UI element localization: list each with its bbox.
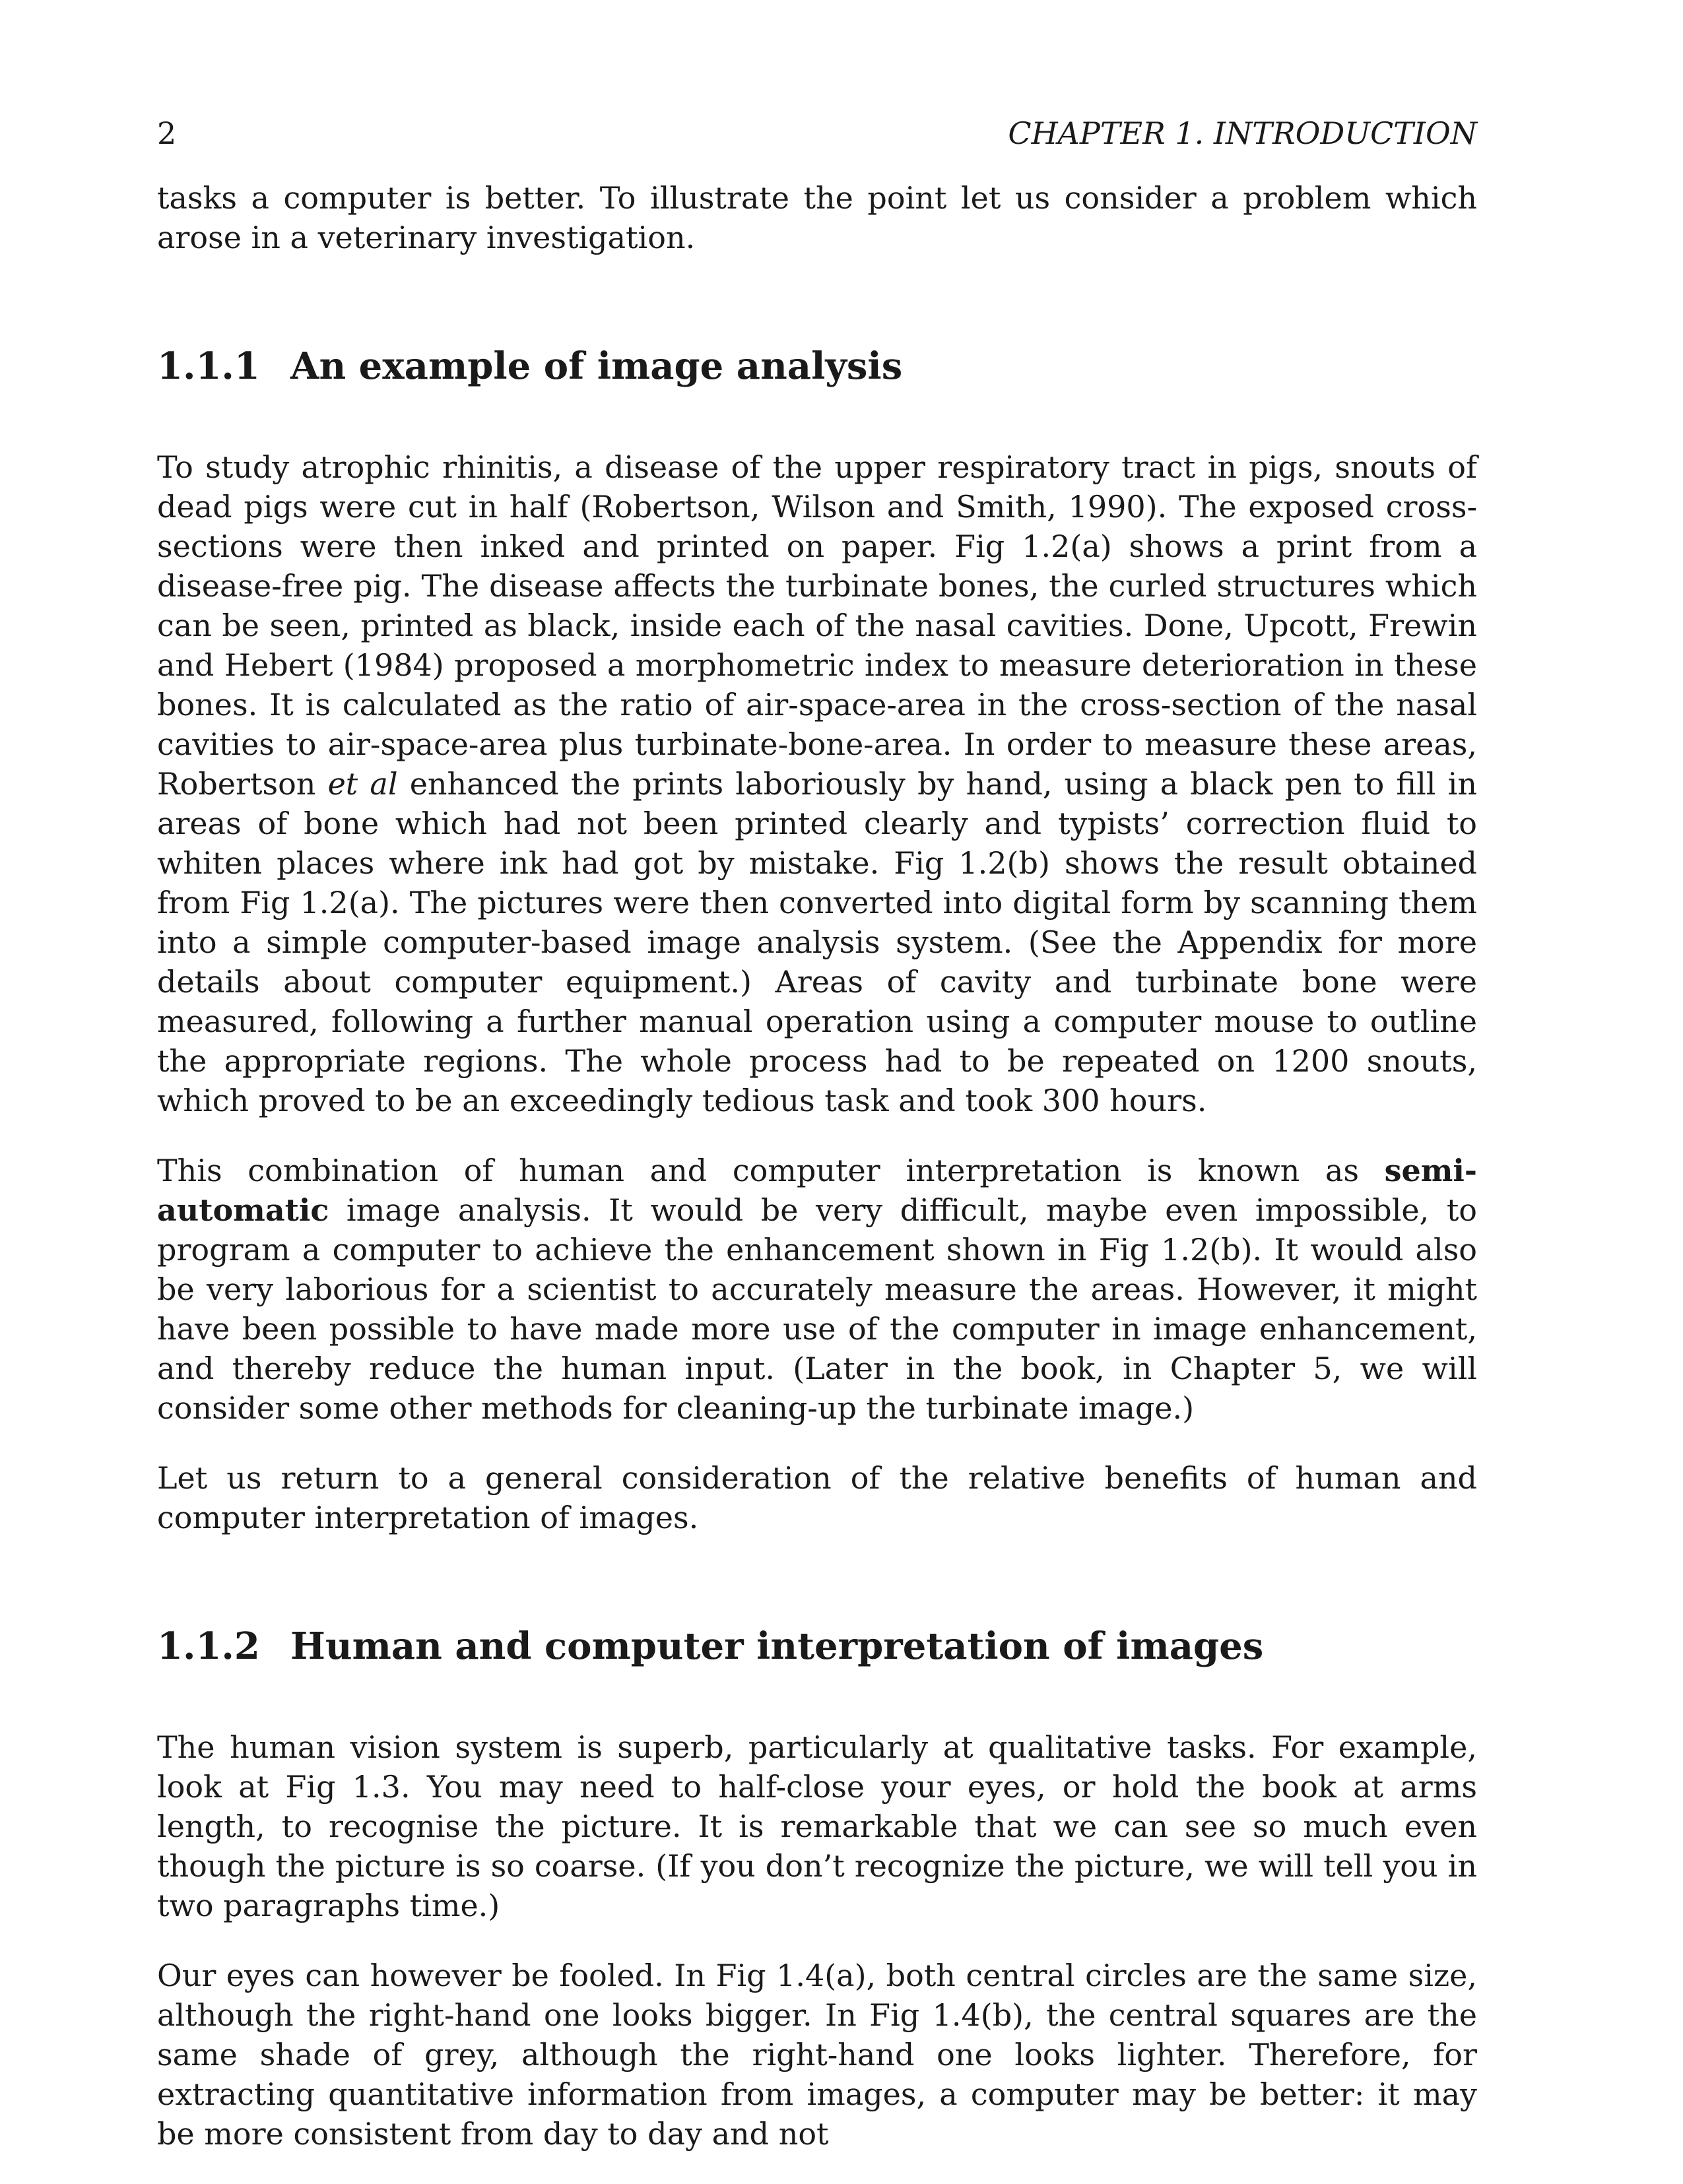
paragraph-human-vision: The human vision system is superb, particularly at qualitative tasks. For example, look at Fig 1.3. You may need to half-close your eyes, or hold the book at arms length, to recognise the picture. It is remarkable that we can see so much even though the picture is so coarse. (If you don’t recognize the picture, we will tell you in two paragraphs time.) (157, 1729, 1477, 1923)
paragraph-text: To study atrophic rhinitis, a disease of the upper respiratory tract in pigs, snouts of dead pigs were cut in half (Robertson, Wilson and Smith, 1990). The exposed cross-sections were then inked and printed on paper. Fig 1.2(a) shows a print from a disease-free pig. The disease affects the turbinate bones, the curled structures which can be seen, printed as black, inside each of the nasal cavities. Done, Upcott, Frewin and Hebert (1984) proposed a morphometric index to measure deterioration in these bones. It is calculated as the ratio of air-space-area in the cross-section of the nasal cavities to air-space-area plus turbinate-bone-area. In order to measure these areas, Robertson (157, 449, 1477, 802)
paragraph-text: image analysis. It would be very difficult, maybe even impossible, to program a computer to achieve the enhancement shown in Fig 1.2(b). It would also be very laborious for a scientist to accurately measure the areas. However, it might have been possible to have made more use of the computer in image enhancement, and thereby reduce the human input. (Later in the book, in Chapter 5, we will consider some other methods for cleaning-up the turbinate image.) (157, 1192, 1477, 1426)
bold-term: semi-automatic (157, 1153, 1477, 1228)
section-number: 1.1.1 (157, 344, 260, 388)
chapter-title: CHAPTER 1. INTRODUCTION (1008, 115, 1477, 151)
paragraph-atrophic-rhinitis (157, 447, 1477, 1120)
section-title: An example of image analysis (290, 344, 903, 388)
paragraph-text: This combination of human and computer interpretation is known as (157, 1153, 1385, 1188)
page-number: 2 (157, 115, 177, 151)
section-heading-1-1-1 (157, 343, 1477, 389)
paragraph-text: enhanced the prints laboriously by hand, using a black pen to fill in areas of bone which had not been printed clearly and typists’ correction fluid to whiten places where ink had got by mistake. Fig 1.2(b) shows the result obtained from Fig 1.2(a). The pictures were then converted into digital form by scanning them into a simple computer-based image analysis system. (See the Appendix for more details about computer equipment.) Areas of cavity and turbinate bone were measured, following a further manual operation using a computer mouse to outline the appropriate regions. The whole process had to be repeated on 1200 snouts, which proved to be an exceedingly tedious task and took 300 hours. (157, 766, 1478, 1118)
intro-paragraph: tasks a computer is better. To illustrate the point let us consider a problem which arose in a veterinary investigation. (157, 180, 1477, 255)
paragraph-semi-automatic (157, 1151, 1477, 1428)
paragraph-eyes-fooled: Our eyes can however be fooled. In Fig 1.4(a), both central circles are the same size, although the right-hand one looks bigger. In Fig 1.4(b), the central squares are the same shade of grey, although the right-hand one looks lighter. Therefore, for extracting quantitative information from images, a computer may be better: it may be more consistent from day to day and not (157, 1958, 1477, 2152)
paragraph-return: Let us return to a general consideration of the relative benefits of human and computer interpretation of images. (157, 1460, 1477, 1535)
section-number: 1.1.2 (157, 1624, 260, 1668)
running-header (157, 112, 1477, 154)
section-title: Human and computer interpretation of images (290, 1624, 1264, 1668)
document-page (157, 112, 1477, 2184)
italic-text: et al (327, 766, 398, 802)
section-heading-1-1-2 (157, 1623, 1477, 1669)
